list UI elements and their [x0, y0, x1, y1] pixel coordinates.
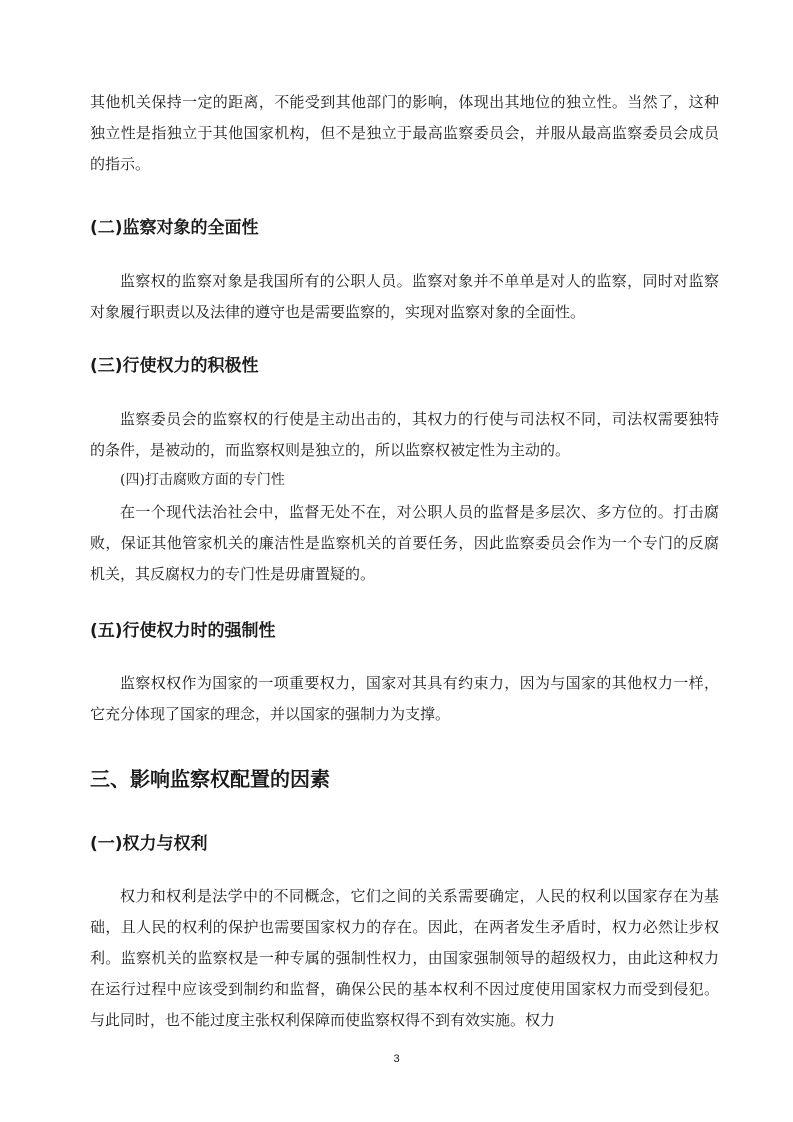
paragraph-specialization: 在一个现代法治社会中，监督无处不在，对公职人员的监督是多层次、多方位的。打击腐败，保证其他管家机关的廉洁性是监察机关的首要任务，因此监察委员会作为一个专门的反腐机关，其反腐权力的专门性是毋庸置疑的。 [90, 503, 719, 583]
heading-initiative: (三)行使权力的积极性 [90, 356, 259, 376]
heading-power-and-rights: (一)权力与权利 [90, 834, 208, 854]
paragraph-comprehensiveness: 监察权的监察对象是我国所有的公职人员。监察对象并不单单是对人的监察，同时对监察对象履行职责以及法律的遵守也是需要监察的，实现对监察对象的全面性。 [90, 272, 719, 321]
paragraph-power-and-rights: 权力和权利是法学中的不同概念，它们之间的关系需要确定，人民的权利以国家存在为基础，且人民的权利的保护也需要国家权力的存在。因此，在两者发生矛盾时，权力必然让步权利。监察机关的监察权是一种专属的强制性权力，由国家强制领导的超级权力，由此这种权力在运行过程中应该受到制约和监督，确保公民的基本权利不因过度使用国家权力而受到侵犯。与此同时，也不能过度主张权利保障而使监察权得不到有效实施。权力 [90, 887, 719, 1029]
page-number: 3 [393, 1053, 400, 1065]
heading-coerciveness: (五)行使权力时的强制性 [90, 621, 276, 641]
section-heading-factors: 三、影响监察权配置的因素 [90, 767, 330, 791]
paragraph-initiative: 监察委员会的监察权的行使是主动出击的，其权力的行使与司法权不同，司法权需要独特的条件，是被动的，而监察权则是独立的，所以监察权被定性为主动的。 [90, 410, 719, 459]
heading-specialization: (四)打击腐败方面的专门性 [120, 472, 285, 488]
heading-comprehensiveness: (二)监察对象的全面性 [90, 218, 259, 238]
paragraph-independence-continued: 其他机关保持一定的距离，不能受到其他部门的影响，体现出其地位的独立性。当然了，这种独立性是指独立于其他国家机构，但不是独立于最高监察委员会，并服从最高监察委员会成员的指示。 [90, 93, 719, 173]
paragraph-coerciveness: 监察权权作为国家的一项重要权力，国家对其具有约束力，因为与国家的其他权力一样，它充分体现了国家的理念，并以国家的强制力为支撑。 [90, 674, 719, 723]
